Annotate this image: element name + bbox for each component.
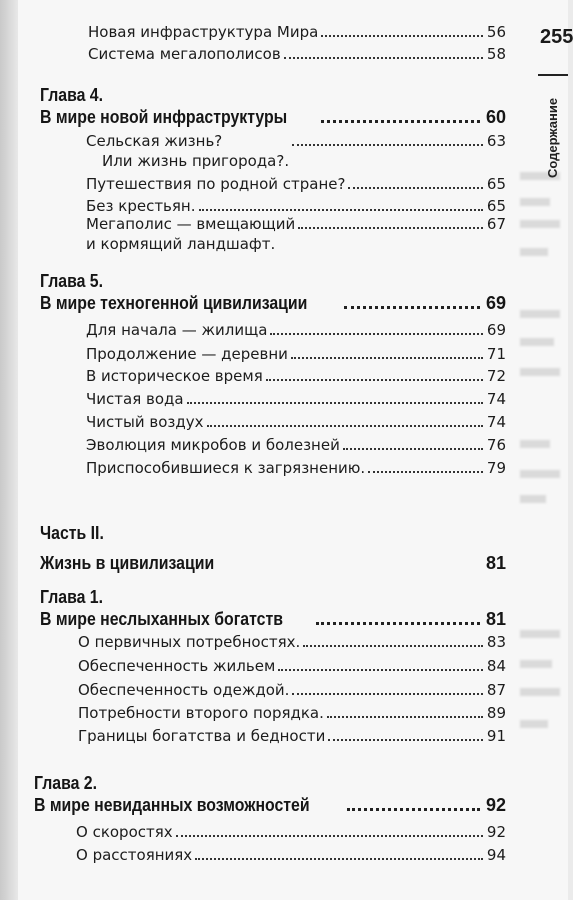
- toc-entry-title: Система мегалополисов: [88, 45, 281, 63]
- toc-entry: [86, 366, 506, 386]
- running-header: [542, 72, 564, 182]
- leader-dots: [176, 835, 483, 837]
- toc-entry-page: 94: [486, 846, 506, 864]
- toc-entry: [78, 656, 506, 676]
- toc-entry-title: Мегаполис — вмещающий: [86, 215, 296, 233]
- toc-entry-page: 71: [486, 345, 506, 363]
- toc-entry: [88, 44, 506, 64]
- toc-entry-title: Чистый воздух: [86, 413, 204, 431]
- chapter-label: Глава 5.: [40, 271, 104, 291]
- toc-entry-page: 84: [486, 657, 506, 675]
- toc-entry-title: Для начала — жилища: [86, 321, 268, 339]
- toc-entry-title: Границы богатства и бедности: [78, 727, 326, 745]
- leader-dots: [348, 187, 482, 189]
- toc-entry-page: 65: [486, 197, 506, 215]
- toc-entry-page: 72: [486, 367, 506, 385]
- toc-entry-page: 69: [486, 321, 506, 339]
- section-running-title: Содержание: [545, 97, 560, 178]
- toc-entry: [78, 703, 506, 723]
- toc-entry-page: 76: [486, 436, 506, 454]
- toc-entry: [86, 196, 506, 216]
- page-number: 255: [540, 26, 573, 48]
- toc-entry-page: 92: [486, 823, 506, 841]
- chapter-heading: [34, 772, 506, 816]
- chapter-page: 60: [485, 107, 506, 127]
- leader-dots: [344, 306, 480, 309]
- part-page: 81: [485, 553, 506, 573]
- chapter-title: В мире неслыханных богатств: [40, 609, 283, 629]
- toc-entry: [86, 131, 506, 171]
- leader-dots: [343, 448, 483, 450]
- toc-entry-page: 58: [486, 45, 506, 63]
- leader-dots: [328, 739, 483, 741]
- leader-dots: [321, 35, 483, 37]
- toc-entry-page: 89: [486, 704, 506, 722]
- chapter-label: Глава 2.: [34, 773, 98, 793]
- leader-dots: [207, 425, 483, 427]
- toc-entry-page: 91: [486, 727, 506, 745]
- toc-entry: [86, 458, 506, 478]
- toc-entry-title: Путешествия по родной стране?: [86, 175, 346, 193]
- leader-dots: [199, 209, 483, 211]
- leader-dots: [327, 716, 483, 718]
- toc-entry-page: 83: [486, 633, 506, 651]
- chapter-page: 92: [485, 795, 506, 815]
- toc-entry-page: 63: [486, 132, 506, 150]
- toc-entry-title: О скоростях: [76, 823, 173, 841]
- toc-entry-title: О первичных потребностях.: [78, 633, 301, 651]
- toc-entry-title: Потребности второго порядка.: [78, 704, 324, 722]
- leader-dots: [270, 333, 483, 335]
- part-heading: [40, 522, 506, 574]
- toc-entry-page: 74: [486, 390, 506, 408]
- leader-dots: [298, 227, 483, 229]
- toc-entry: [86, 214, 506, 254]
- toc-entry: [86, 320, 506, 340]
- chapter-page: 81: [485, 609, 506, 629]
- leader-dots: [291, 357, 483, 359]
- chapter-heading: [40, 270, 506, 314]
- toc-entry: [86, 174, 506, 194]
- chapter-heading: [40, 586, 506, 630]
- toc-entry-title-continued: Или жизнь пригорода?.: [102, 152, 290, 170]
- leader-dots: [316, 622, 480, 625]
- chapter-label: Глава 4.: [40, 85, 104, 105]
- chapter-title: В мире невиданных возможностей: [34, 795, 310, 815]
- leader-dots: [266, 379, 483, 381]
- toc-entry: [86, 344, 506, 364]
- chapter-title: В мире новой инфраструктуры: [40, 107, 288, 127]
- toc-entry-title: В историческое время: [86, 367, 263, 385]
- leader-dots: [195, 858, 483, 860]
- toc-entry: [76, 845, 506, 865]
- leader-dots: [303, 645, 483, 647]
- toc-entry-title: Обеспеченность одеждой.: [78, 681, 290, 699]
- chapter-label: Глава 1.: [40, 587, 104, 607]
- toc-entry-page: 67: [486, 215, 506, 233]
- leader-dots: [292, 693, 483, 695]
- toc-entry-page: 56: [486, 23, 506, 41]
- part-label: Часть II.: [40, 523, 104, 543]
- toc-entry-title: Продолжение — деревни: [86, 345, 288, 363]
- leader-dots: [347, 808, 480, 811]
- toc-entry-page: 79: [486, 459, 506, 477]
- leader-dots: [321, 120, 480, 123]
- leader-dots: [368, 471, 483, 473]
- toc-entry-title: Эволюция микробов и болезней: [86, 436, 340, 454]
- part-title: Жизнь в цивилизации: [40, 553, 215, 573]
- toc-entry-title-continued: и кормящий ландшафт.: [86, 235, 276, 253]
- toc-entry-title: Обеспеченность жильем: [78, 657, 276, 675]
- toc-entry: [78, 680, 506, 700]
- toc-entry: [86, 412, 506, 432]
- chapter-heading: [40, 84, 506, 128]
- leader-dots: [278, 669, 483, 671]
- toc-entry: [86, 435, 506, 455]
- leader-dots: [284, 57, 483, 59]
- toc-entry-title: Без крестьян.: [86, 197, 196, 215]
- leader-dots: [187, 402, 483, 404]
- leader-dots: [292, 144, 483, 146]
- toc-entry-page: 87: [486, 681, 506, 699]
- toc-entry: [76, 822, 506, 842]
- toc-entry-title: Приспособившиеся к загрязнению.: [86, 459, 366, 477]
- toc-entry-title: О расстояниях: [76, 846, 193, 864]
- toc-entry: [78, 726, 506, 746]
- toc-entry-title: Сельская жизнь?: [86, 132, 223, 150]
- chapter-title: В мире техногенной цивилизации: [40, 293, 308, 313]
- toc-entry-page: 74: [486, 413, 506, 431]
- show-through-text: [520, 160, 568, 800]
- toc-entry-title: Чистая вода: [86, 390, 184, 408]
- toc-entry: [78, 632, 506, 652]
- toc-entry-page: 65: [486, 175, 506, 193]
- toc-entry: [88, 22, 506, 42]
- page-gutter-shadow: [0, 0, 18, 900]
- toc-entry: [86, 389, 506, 409]
- toc-entry-title: Новая инфраструктура Мира: [88, 23, 319, 41]
- chapter-page: 69: [485, 293, 506, 313]
